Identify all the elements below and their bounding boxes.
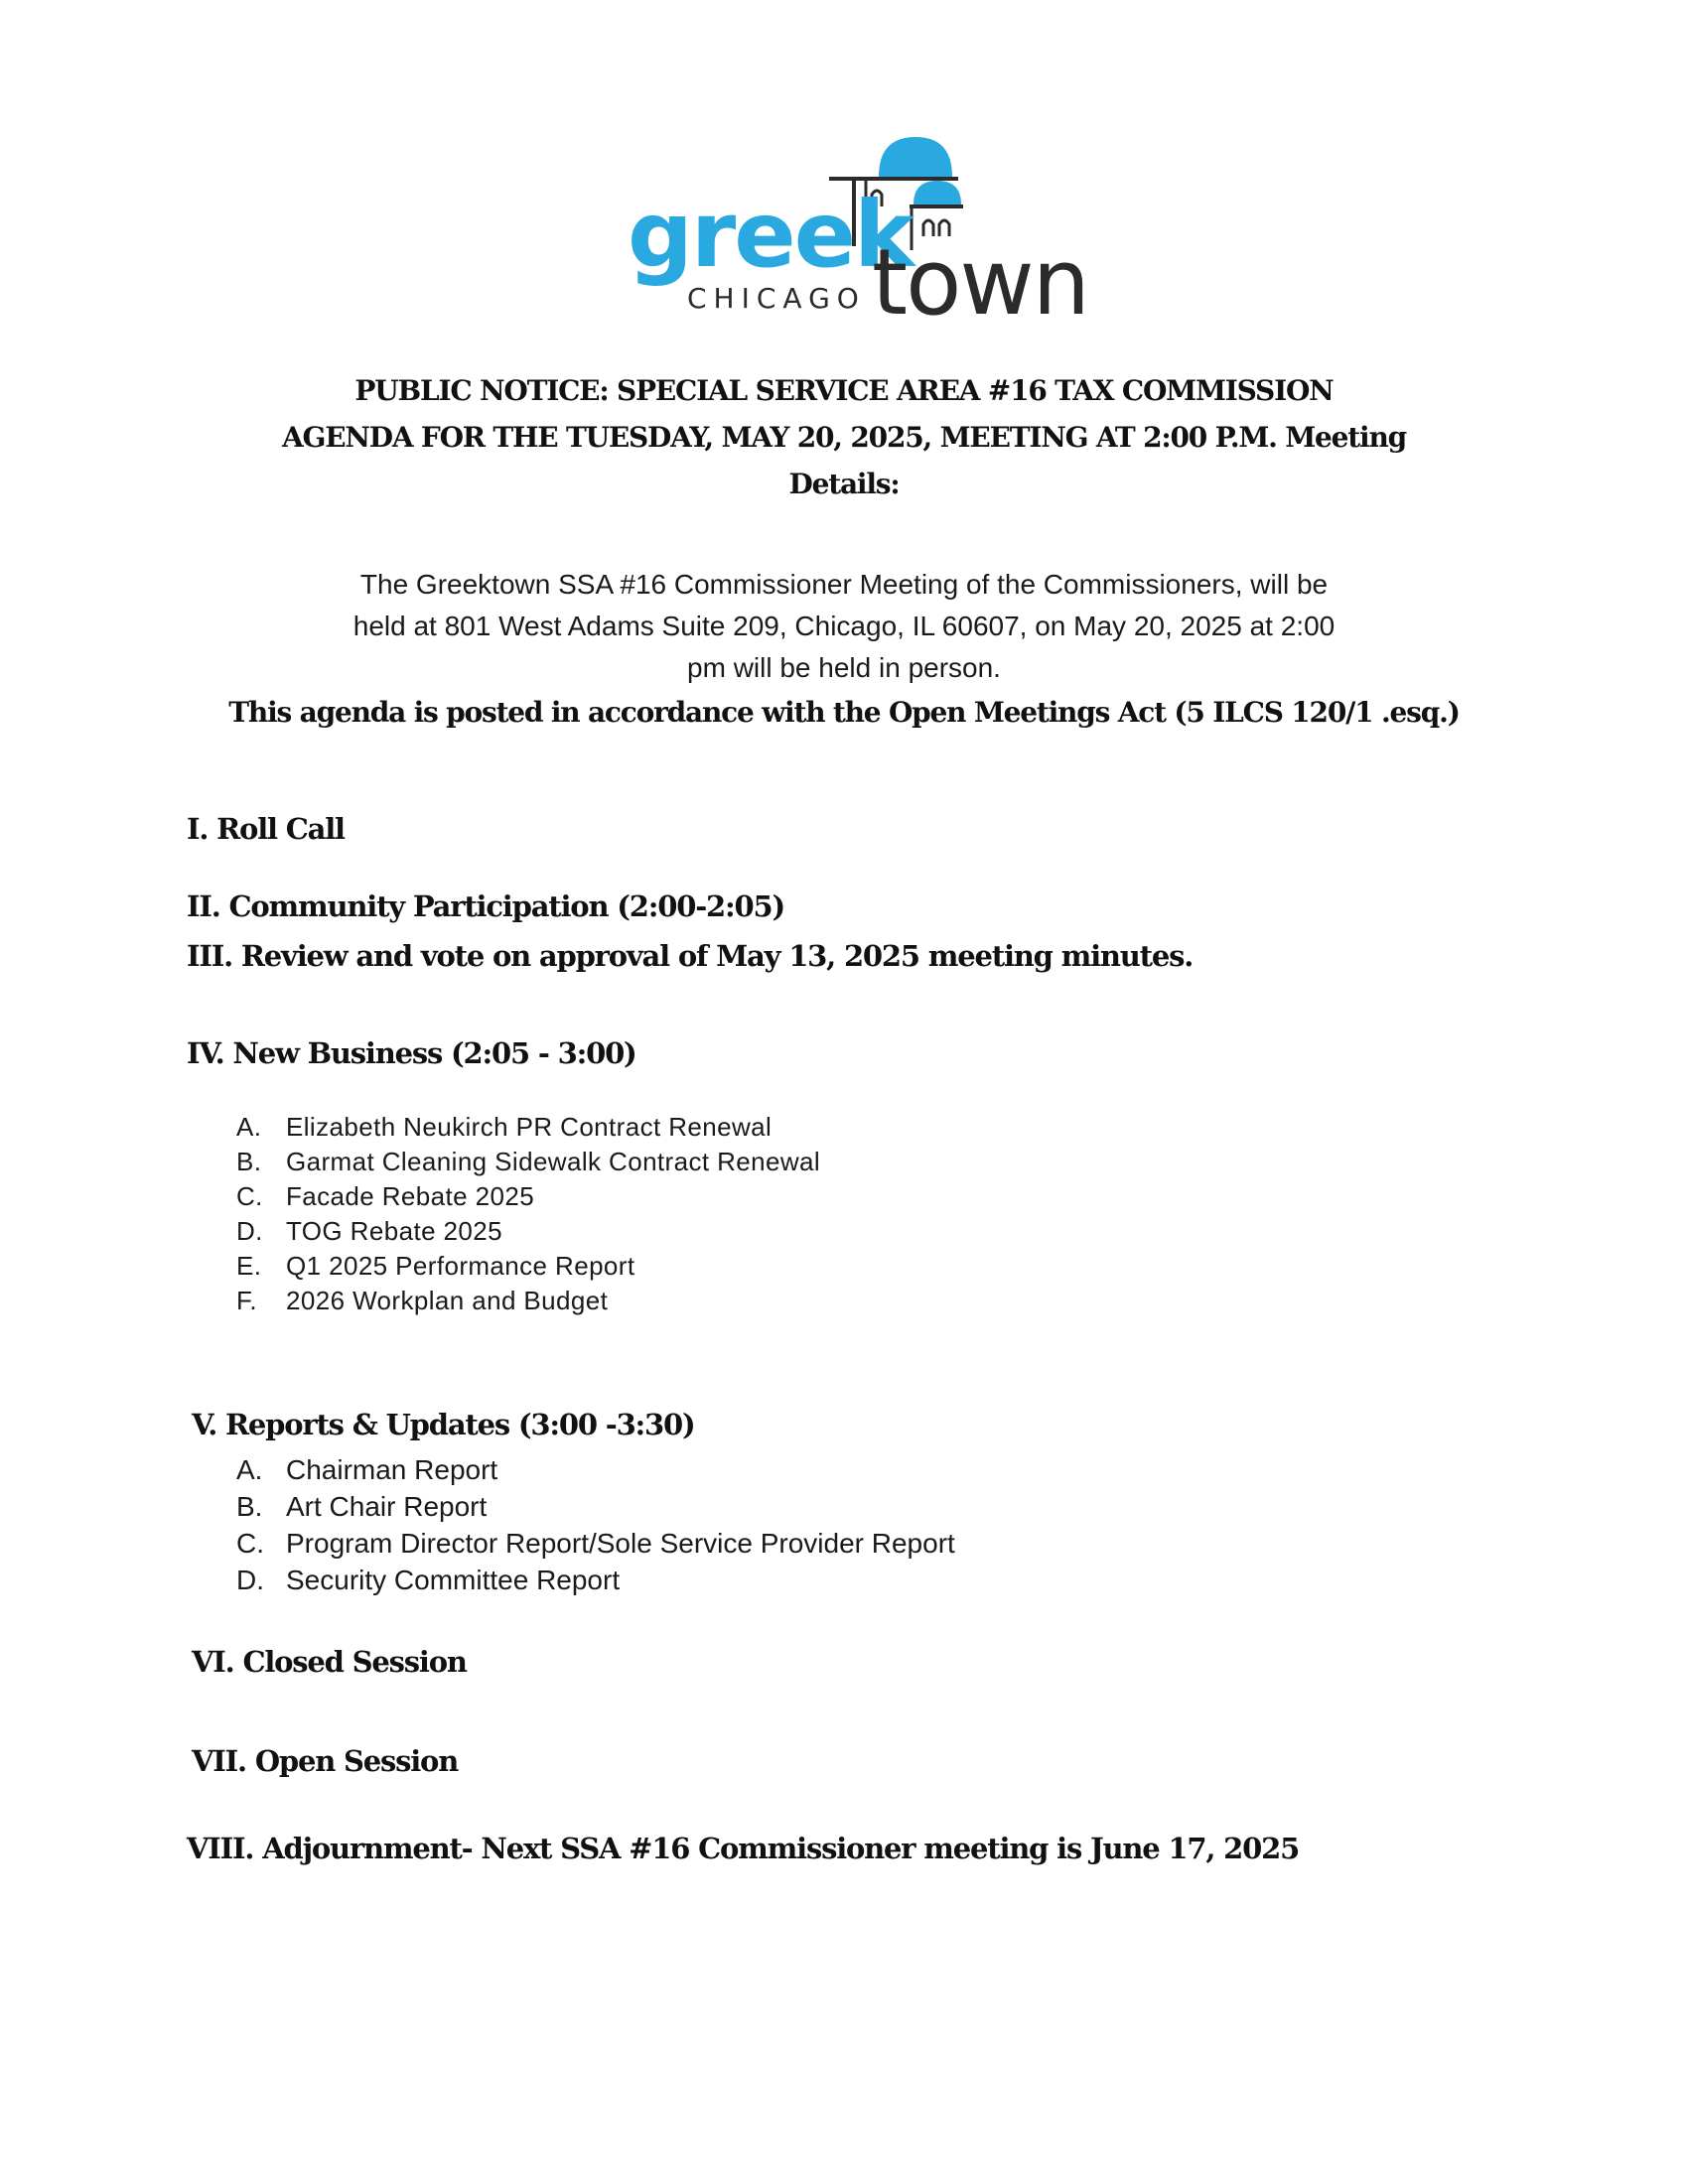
section-new-business: IV. New Business (2:05 - 3:00) [187, 1036, 636, 1070]
open-meetings-act-notice: This agenda is posted in accordance with the Open Meetings Act (5 ILCS 120/1 .esq.) [228, 696, 1460, 729]
list-item-text: Chairman Report [286, 1454, 498, 1485]
section-adjournment: VIII. Adjournment- Next SSA #16 Commissioner meeting is June 17, 2025 [187, 1832, 1300, 1865]
list-item-text: TOG Rebate 2025 [286, 1216, 502, 1246]
intro-line-3: pm will be held in person. [687, 652, 1001, 683]
list-item-text: 2026 Workplan and Budget [286, 1286, 609, 1315]
notice-heading-line-2: AGENDA FOR THE TUESDAY, MAY 20, 2025, MEETING AT 2:00 P.M. Meeting [281, 421, 1406, 454]
list-item-text: Facade Rebate 2025 [286, 1181, 535, 1211]
list-item-letter: A. [236, 1112, 262, 1142]
list-item [236, 1284, 820, 1318]
logo-word-town: town [872, 229, 1088, 328]
list-item-text: Elizabeth Neukirch PR Contract Renewal [286, 1112, 773, 1142]
list-item [236, 1145, 820, 1179]
list-item [236, 1179, 820, 1214]
list-item [236, 1562, 955, 1598]
list-item-text: Art Chair Report [286, 1491, 488, 1522]
list-item-letter: F. [236, 1286, 258, 1315]
list-item-letter: A. [236, 1454, 263, 1485]
list-item [236, 1451, 955, 1488]
section-reports-updates: V. Reports & Updates (3:00 -3:30) [192, 1408, 695, 1441]
section-closed-session: VI. Closed Session [192, 1645, 467, 1679]
list-item [236, 1214, 820, 1249]
list-item [236, 1488, 955, 1525]
list-item-letter: C. [236, 1528, 264, 1559]
logo-word-greek: greek [628, 182, 914, 288]
list-item-text: Garmat Cleaning Sidewalk Contract Renewal [286, 1147, 821, 1176]
list-item-letter: D. [236, 1216, 263, 1246]
section-review-minutes: III. Review and vote on approval of May 13, 2025 meeting minutes. [187, 939, 1194, 973]
intro-line-1: The Greektown SSA #16 Commissioner Meeting of the Commissioners, will be [359, 569, 1329, 600]
intro-line-2: held at 801 West Adams Suite 209, Chicago, IL 60607, on May 20, 2025 at 2:00 [352, 611, 1336, 641]
logo-word-chicago: CHICAGO [687, 282, 866, 315]
list-item-text: Q1 2025 Performance Report [286, 1251, 635, 1281]
section-roll-call: I. Roll Call [187, 812, 345, 846]
list-item [236, 1110, 820, 1145]
list-item [236, 1525, 955, 1562]
section-community-participation: II. Community Participation (2:00-2:05) [187, 889, 784, 923]
list-item [236, 1249, 820, 1284]
notice-heading-line-3: Details: [788, 468, 900, 500]
list-item-letter: C. [236, 1181, 263, 1211]
list-item-letter: D. [236, 1565, 264, 1595]
new-business-list [236, 1110, 820, 1318]
notice-heading-line-1: PUBLIC NOTICE: SPECIAL SERVICE AREA #16 TAX COMMISSION [354, 374, 1334, 407]
list-item-text: Program Director Report/Sole Service Provider Report [286, 1528, 955, 1559]
section-open-session: VII. Open Session [192, 1744, 459, 1778]
list-item-letter: E. [236, 1251, 262, 1281]
reports-list [236, 1451, 955, 1598]
list-item-letter: B. [236, 1147, 262, 1176]
greektown-chicago-logo [616, 129, 1112, 328]
list-item-text: Security Committee Report [286, 1565, 621, 1595]
list-item-letter: B. [236, 1491, 263, 1522]
